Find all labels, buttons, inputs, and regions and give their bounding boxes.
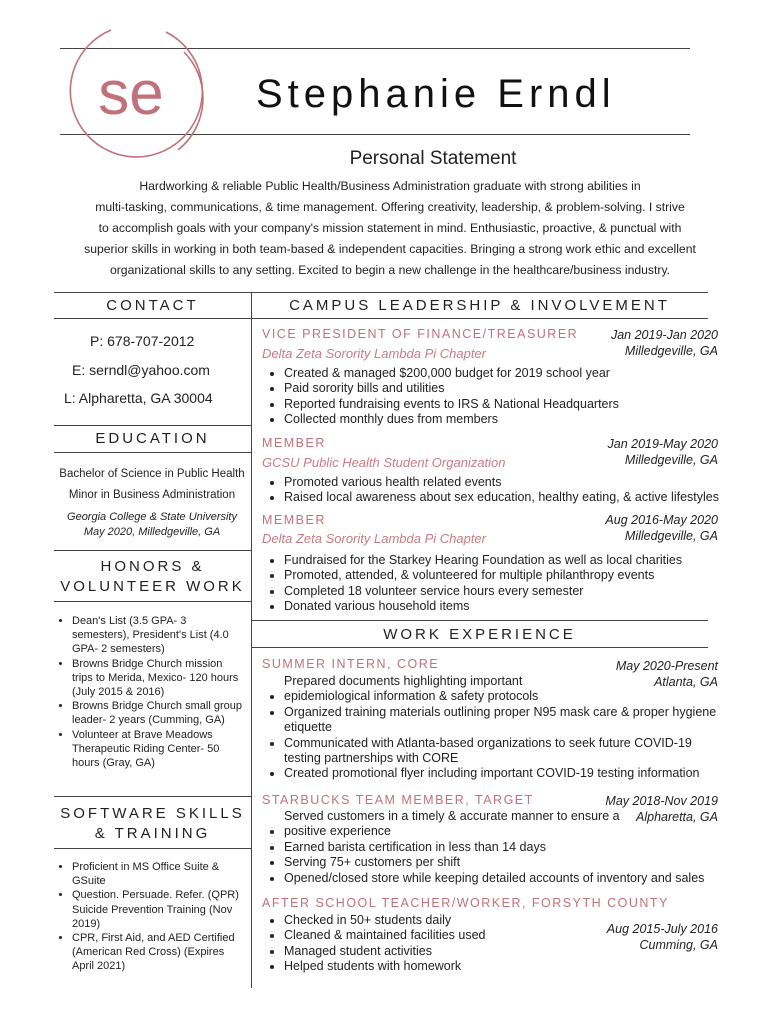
list-item: • Donated various household items: [284, 599, 724, 614]
campus-bullets-3: [262, 553, 724, 615]
education-top-rule: [54, 425, 251, 426]
campus-date-2: [608, 436, 719, 468]
software-list: [54, 860, 244, 974]
monogram-text: se: [98, 59, 164, 128]
personal-statement-body: [60, 176, 720, 281]
list-item: • Opened/closed store while keeping detailed accounts of inventory and sales: [284, 871, 724, 886]
campus-org-1: Delta Zeta Sorority Lambda Pi Chapter: [262, 346, 486, 361]
list-item: • Served customers in a timely & accurate manner to ensure a positive experience: [284, 809, 724, 840]
work-heading: WORK EXPERIENCE: [383, 626, 576, 643]
honors-heading-line2: VOLUNTEER WORK: [60, 578, 245, 595]
date-place: Milledgeville, GA: [624, 453, 718, 467]
list-item: • Serving 75+ customers per shift: [284, 855, 724, 870]
campus-bullets-1: [262, 366, 724, 428]
statement-line: organizational skills to any setting. Excited to begin a new challenge in the healthcare/business industry.: [109, 263, 671, 277]
list-item: • Fundraised for the Starkey Hearing Foundation as well as local charities: [284, 553, 724, 568]
campus-org-3: Delta Zeta Sorority Lambda Pi Chapter: [262, 531, 486, 546]
date-range: May 2020-Present: [615, 659, 718, 673]
campus-bullets-2: [262, 475, 724, 506]
list-item: • Prepared documents highlighting important epidemiological information & safety protocols: [284, 674, 724, 705]
statement-line: to accomplish goals with your company's mission statement in mind. Enthusiastic, proactive, & punctual with: [98, 221, 682, 235]
section-top-rule: [54, 292, 708, 293]
education-school: Georgia College & State University: [67, 511, 237, 523]
education-minor: Minor in Business Administration: [68, 489, 236, 501]
education-degree: Bachelor of Science in Public Health: [59, 468, 245, 480]
list-item: • Created promotional flyer including important COVID-19 testing information: [284, 766, 724, 781]
list-item: • Cleaned & maintained facilities used: [284, 928, 724, 943]
date-place: Alpharetta, GA: [636, 810, 718, 824]
list-item: • Dean's List (3.5 GPA- 3 semesters), President's List (4.0 GPA- 2 semesters): [72, 614, 244, 657]
education-date-place: May 2020, Milledgeville, GA: [83, 526, 221, 538]
list-item: • Paid sorority bills and utilities: [284, 381, 724, 396]
work-role-1: SUMMER INTERN, CORE: [262, 657, 440, 671]
contact-phone: P: 678-707-2012: [90, 333, 195, 349]
list-item: • Browns Bridge Church mission trips to Merida, Mexico- 120 hours (July 2015 & 2016): [72, 657, 244, 700]
campus-date-1: [611, 327, 718, 359]
contact-heading: CONTACT: [106, 297, 199, 314]
honors-list: [54, 614, 244, 770]
statement-line: multi-tasking, communications, & time management. Offering creativity, leadership, & problem-solving. I strive: [95, 200, 685, 214]
education-heading: EDUCATION: [95, 430, 210, 447]
campus-heading: CAMPUS LEADERSHIP & INVOLVEMENT: [289, 297, 670, 314]
list-item: • Raised local awareness about sex education, healthy eating, & active lifestyles: [284, 490, 724, 505]
list-item: • Communicated with Atlanta-based organizations to seek future COVID-19 testing partnerships with CORE: [284, 736, 724, 767]
campus-role-1: VICE PRESIDENT OF FINANCE/TREASURER: [262, 327, 579, 341]
software-heading: [54, 804, 251, 844]
date-range: Aug 2016-May 2020: [605, 513, 718, 527]
candidate-name: Stephanie Erndl: [256, 72, 616, 116]
list-item: • Volunteer at Brave Meadows Therapeutic Riding Center- 50 hours (Gray, GA): [72, 728, 244, 771]
honors-top-rule: [54, 550, 251, 551]
list-item: • Promoted various health related events: [284, 475, 724, 490]
campus-role-3: MEMBER: [262, 513, 326, 527]
list-item: • Completed 18 volunteer service hours every semester: [284, 584, 724, 599]
list-item: • Earned barista certification in less than 14 days: [284, 840, 724, 855]
contact-email: E: serndl@yahoo.com: [72, 362, 210, 378]
contact-head-rule: [54, 318, 708, 319]
personal-statement-title: Personal Statement: [349, 148, 517, 169]
date-place: Milledgeville, GA: [624, 344, 718, 358]
list-item: • Proficient in MS Office Suite & GSuite: [72, 860, 244, 888]
honors-head-rule: [54, 601, 251, 602]
work-role-3: AFTER SCHOOL TEACHER/WORKER, FORSYTH COUNTY: [262, 896, 669, 910]
work-bullets-2: [262, 809, 724, 886]
list-item: • Created & managed $200,000 budget for 2019 school year: [284, 366, 724, 381]
date-place: Milledgeville, GA: [624, 529, 718, 543]
list-item: • Browns Bridge Church small group leader- 2 years (Cumming, GA): [72, 699, 244, 727]
work-role-2: STARBUCKS TEAM MEMBER, TARGET: [262, 793, 534, 807]
list-item: • Organized training materials outlining proper N95 mask care & proper hygiene etiquette: [284, 705, 724, 736]
date-range: May 2018-Nov 2019: [605, 794, 718, 808]
list-item: • Question. Persuade. Refer. (QPR) Suicide Prevention Training (Nov 2019): [72, 888, 244, 931]
work-bullets-3: [262, 913, 724, 975]
work-bullets-1: [262, 674, 724, 782]
date-range: Jan 2019-Jan 2020: [610, 328, 718, 342]
list-item: • Collected monthly dues from members: [284, 412, 724, 427]
contact-location: L: Alpharetta, GA 30004: [64, 390, 213, 406]
software-top-rule: [54, 796, 251, 797]
date-place: Cumming, GA: [639, 938, 718, 952]
work-head-rule: [251, 647, 708, 648]
list-item: • Reported fundraising events to IRS & National Headquarters: [284, 397, 724, 412]
education-head-rule: [54, 452, 251, 453]
list-item: • Promoted, attended, & volunteered for multiple philanthropy events: [284, 568, 724, 583]
list-item: • CPR, First Aid, and AED Certified (American Red Cross) (Expires April 2021): [72, 931, 244, 974]
list-item: • Helped students with homework: [284, 959, 724, 974]
campus-role-2: MEMBER: [262, 436, 326, 450]
campus-date-3: [605, 512, 718, 544]
date-place: Atlanta, GA: [654, 675, 718, 689]
date-range: Jan 2019-May 2020: [607, 437, 718, 451]
honors-heading-line1: HONORS &: [100, 558, 205, 575]
honors-heading: [54, 557, 251, 597]
list-item: • Checked in 50+ students daily: [284, 913, 724, 928]
work-top-rule: [251, 620, 708, 621]
date-range: Aug 2015-July 2016: [606, 922, 718, 936]
statement-line: superior skills in working in both team-based & independent capacities. Bringing a strong work ethic and excellent: [84, 242, 696, 256]
campus-org-2: GCSU Public Health Student Organization: [262, 455, 506, 470]
statement-line: Hardworking & reliable Public Health/Business Administration graduate with strong abilities in: [139, 179, 641, 193]
software-head-rule: [54, 848, 251, 849]
list-item: • Managed student activities: [284, 944, 724, 959]
software-heading-line1: SOFTWARE SKILLS: [60, 805, 245, 822]
software-heading-line2: & TRAINING: [94, 825, 211, 842]
